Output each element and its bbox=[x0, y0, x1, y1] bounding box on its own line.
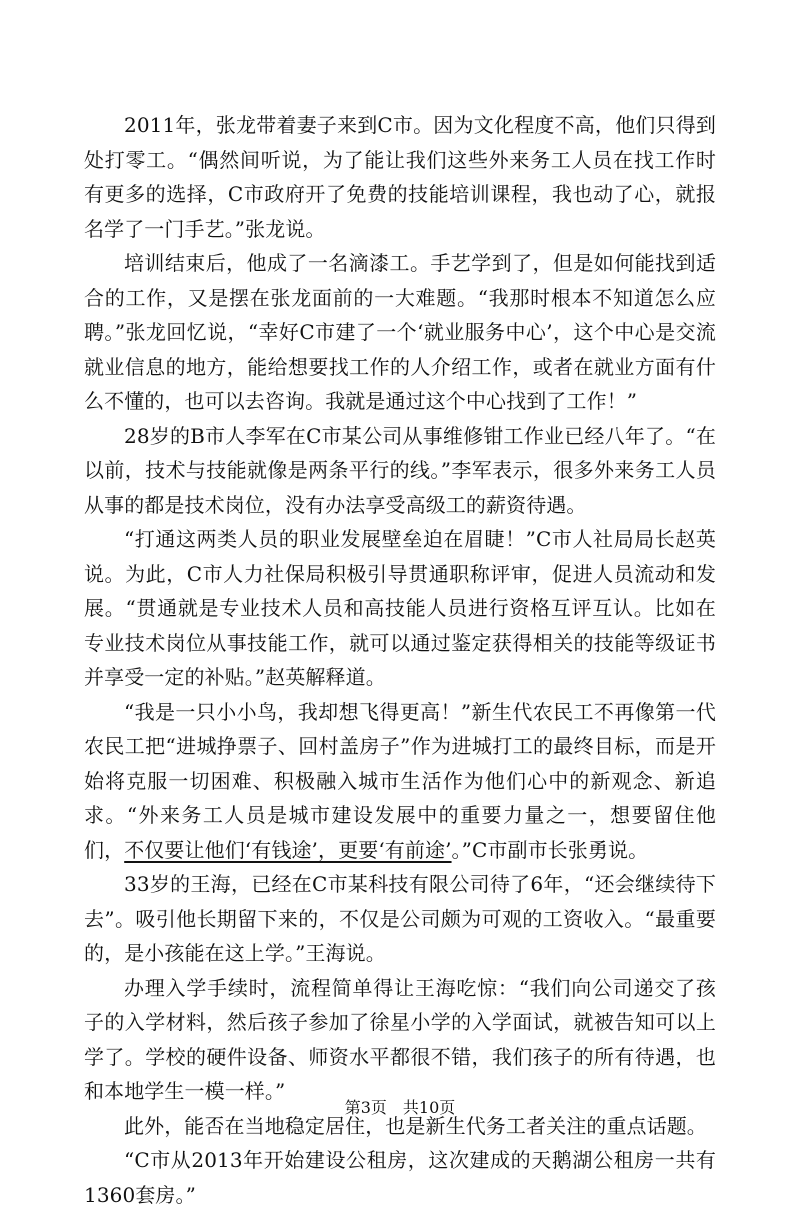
paragraph-5 bbox=[84, 695, 716, 868]
page-number-footer: 第3页 共10页 bbox=[344, 1098, 456, 1117]
paragraph-8: 此外，能否在当地稳定居住，也是新生代务工者关注的重点话题。 bbox=[124, 1113, 707, 1138]
paragraph-5-text: “我是一只小小鸟，我却想飞得更高！”新生代农民工不再像第一代农民工把“进城挣票子、回村盖房子”作为进城打工的最终目标，而是开始将克服一切困难、积极融入城市生活作为他们心中的新观念、新追求。“外来务工人员是城市建设发展中的重要力量之一，想要留住他们， bbox=[84, 699, 716, 862]
paragraph-7: 办理入学手续时，流程简单得让王海吃惊：“我们向公司递交了孩子的入学材料，然后孩子参加了徐星小学的入学面试，就被告知可以上学了。学校的硬件设备、师资水平都很不错，我们孩子的所有待遇，也和本地学生一模一样。” bbox=[84, 975, 716, 1103]
paragraph-9: “C市从2013年开始建设公租房，这次建成的天鹅湖公租房一共有1360套房。” bbox=[84, 1148, 716, 1207]
body-text bbox=[84, 108, 716, 1212]
paragraph-3: 28岁的B市人李军在C市某公司从事维修钳工作业已经八年了。“在以前，技术与技能就像是两条平行的线。”李军表示，很多外来务工人员从事的都是技术岗位，没有办法享受高级工的薪资待遇。 bbox=[84, 423, 716, 517]
paragraph-6: 33岁的王海，已经在C市某科技有限公司待了6年，“还会继续待下去”。吸引他长期留下来的，不仅是公司颇为可观的工资收入。“最重要的，是小孩能在这上学。”王海说。 bbox=[84, 872, 716, 965]
paragraph-2: 培训结束后，他成了一名滴漆工。手艺学到了，但是如何能找到适合的工作，又是摆在张龙面前的一大难题。“我那时根本不知道怎么应聘。”张龙回忆说，“幸好C市建了一个‘就业服务中心’，这个中心是交流就业信息的地方，能给想要找工作的人介绍工作，或者在就业方面有什么不懂的，也可以去咨询。我就是通过这个中心找到了工作！” bbox=[84, 251, 716, 413]
underlined-quote: 不仅要让他们‘有钱途’，更要‘有前途’ bbox=[124, 837, 452, 862]
paragraph-4: “打通这两类人员的职业发展壁垒迫在眉睫！”C市人社局局长赵英说。为此，C市人力社保局积极引导贯通职称评审，促进人员流动和发展。“贯通就是专业技术人员和高技能人员进行资格互评互认。比如在专业技术岗位从事技能工作，就可以通过鉴定获得相关的技能等级证书并享受一定的补贴。”赵英解释道。 bbox=[84, 527, 716, 689]
paragraph-5-ending: 。”C市副市长张勇说。 bbox=[451, 837, 649, 862]
paragraph-1: 2011年，张龙带着妻子来到C市。因为文化程度不高，他们只得到处打零工。“偶然间听说，为了能让我们这些外来务工人员在找工作时有更多的选择，C市政府开了免费的技能培训课程，我也动了心，就报名学了一门手艺。”张龙说。 bbox=[84, 113, 716, 241]
